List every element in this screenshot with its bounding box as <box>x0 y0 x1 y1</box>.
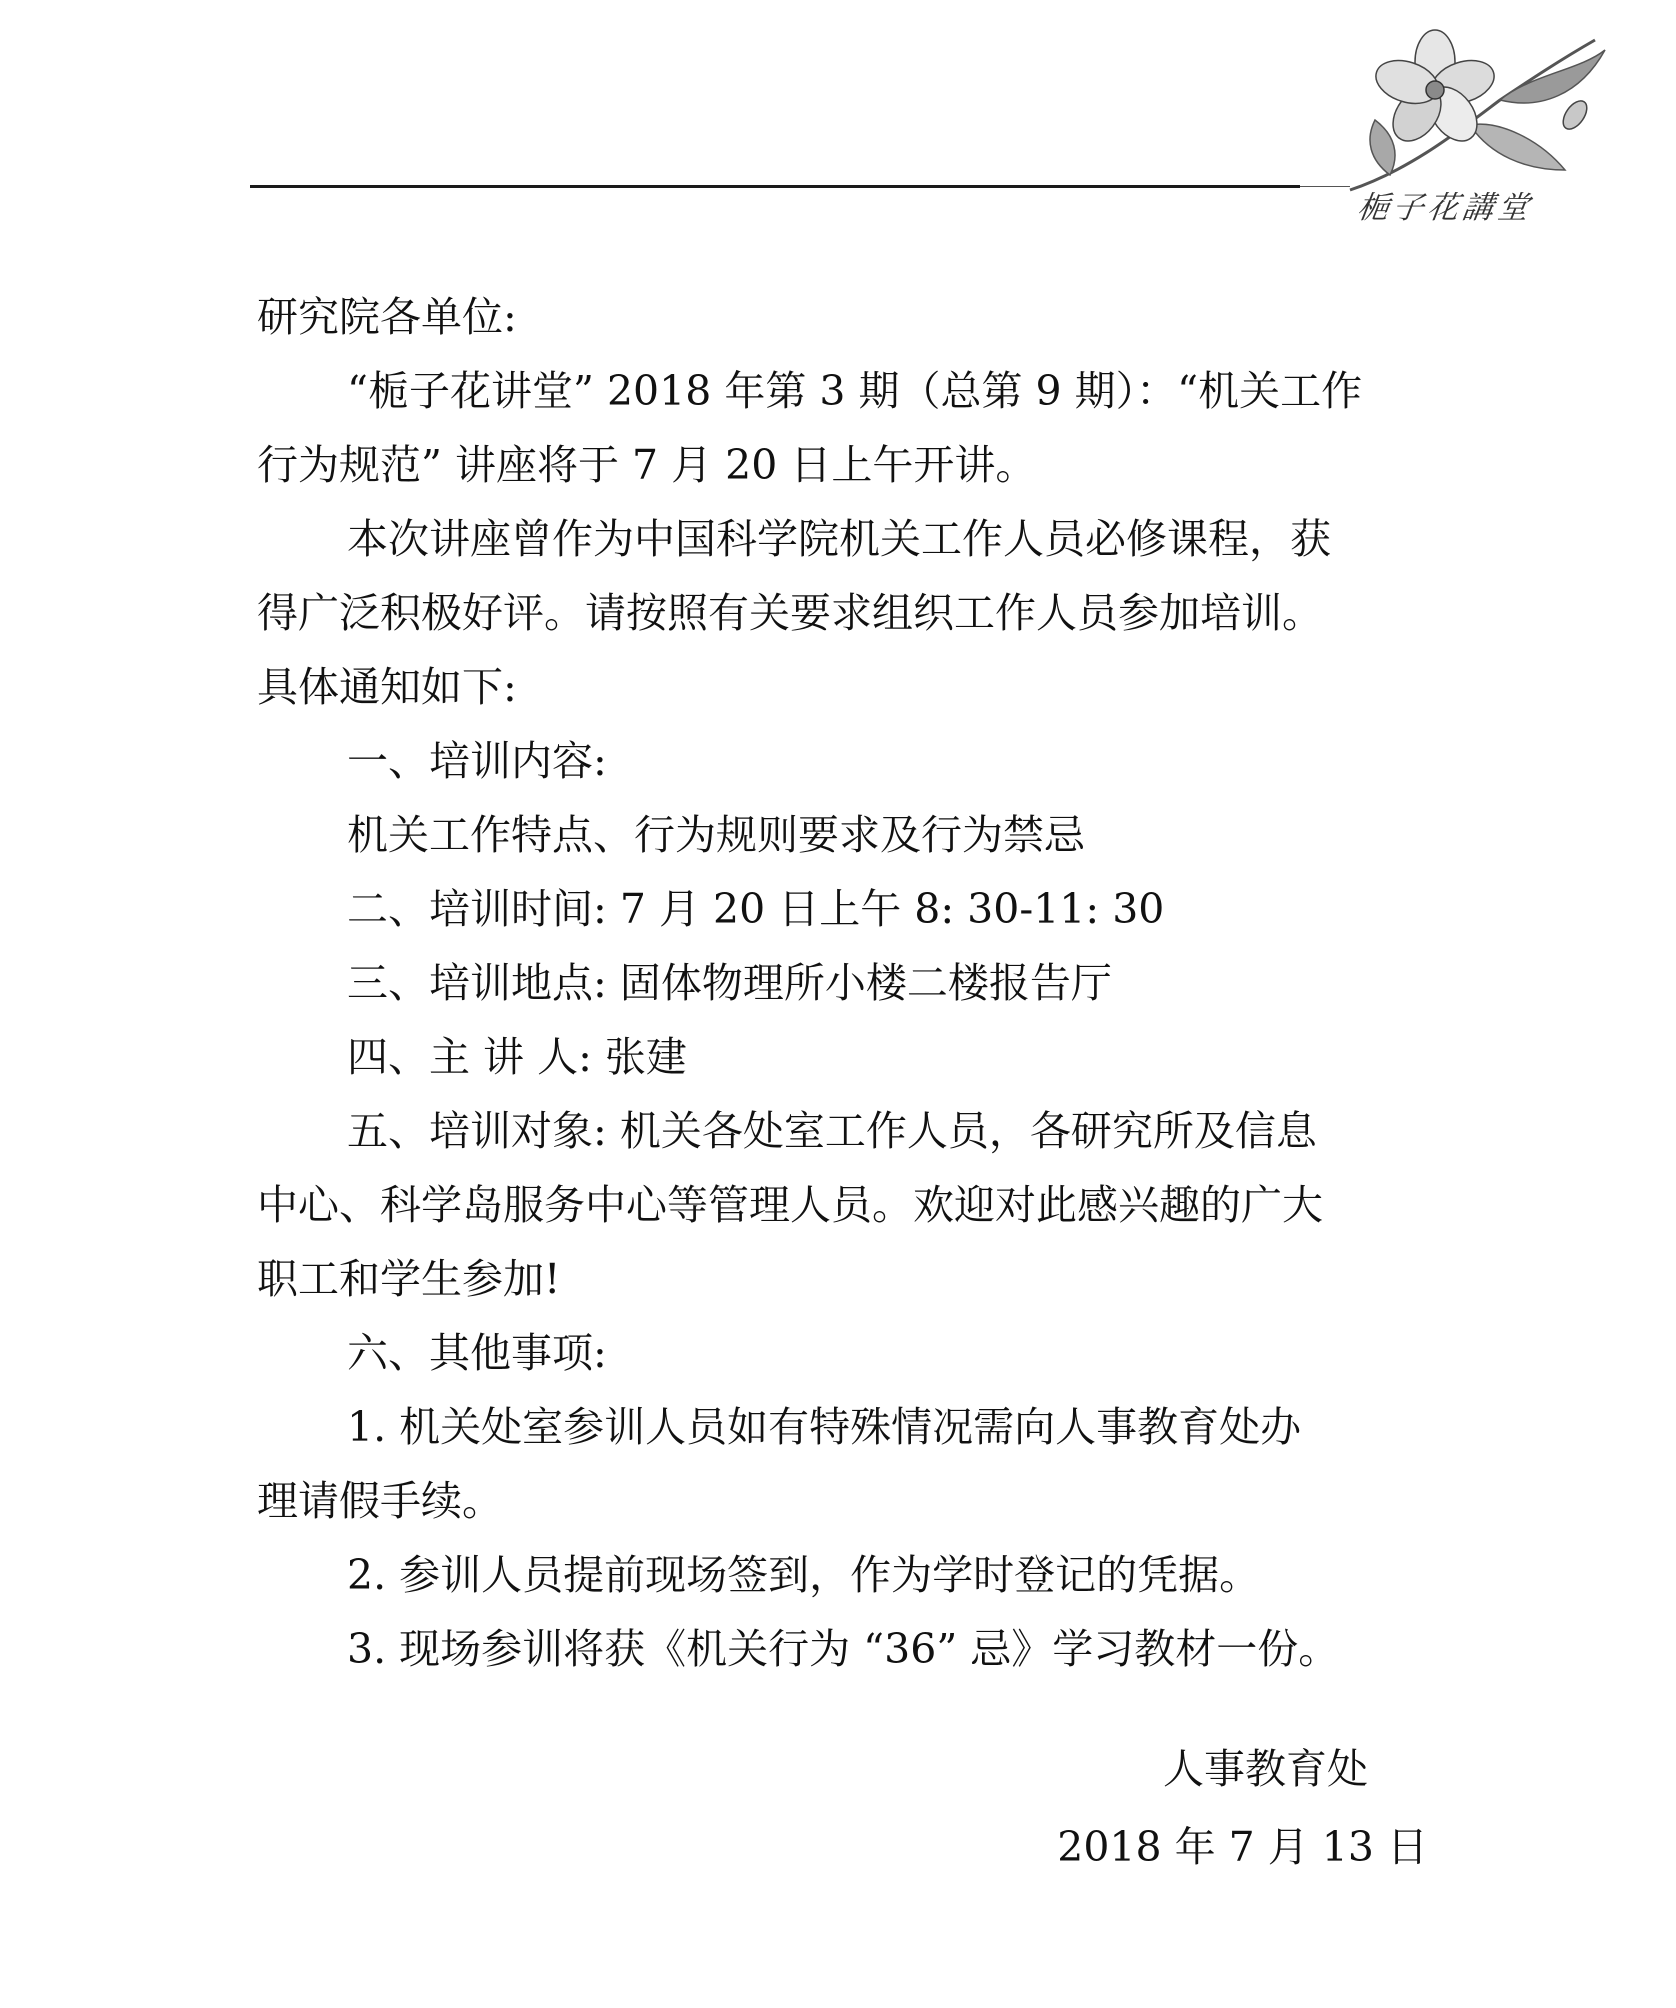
signature-block <box>1028 1730 1428 1886</box>
item-1-line-1: 1. 机关处室参训人员如有特殊情况需向人事教育处办 <box>347 1403 1302 1451</box>
section-5-line-1: 五、培训对象: 机关各处室工作人员，各研究所及信息 <box>347 1107 1317 1155</box>
header-rule <box>250 185 1300 188</box>
section-6-title: 六、其他事项: <box>347 1329 607 1377</box>
paragraph-1-line-1: “栀子花讲堂” 2018 年第 3 期（总第 9 期）：“机关工作 <box>347 367 1363 415</box>
item-3: 3. 现场参训将获《机关行为 “36” 忌》学习教材一份。 <box>347 1625 1340 1673</box>
salutation: 研究院各单位: <box>257 293 517 341</box>
signature-org: 人事教育处 <box>1163 1745 1368 1793</box>
item-2: 2. 参训人员提前现场签到，作为学时登记的凭据。 <box>347 1551 1261 1599</box>
section-5-line-2: 中心、科学岛服务中心等管理人员。欢迎对此感兴趣的广大 <box>257 1181 1323 1229</box>
section-3-location: 三、培训地点: 固体物理所小楼二楼报告厅 <box>347 959 1112 1007</box>
paragraph-1-line-2: 行为规范” 讲座将于 7 月 20 日上午开讲。 <box>257 441 1037 489</box>
section-4-speaker: 四、主 讲 人: 张建 <box>347 1033 687 1081</box>
paragraph-2-line-3: 具体通知如下: <box>257 663 517 711</box>
logo-text: 梔子花講堂 <box>1354 190 1536 226</box>
signature-date: 2018 年 7 月 13 日 <box>1057 1823 1428 1871</box>
paragraph-2-line-2: 得广泛积极好评。请按照有关要求组织工作人员参加培训。 <box>257 589 1323 637</box>
header-logo <box>1330 20 1630 226</box>
paragraph-2-line-1: 本次讲座曾作为中国科学院机关工作人员必修课程，获 <box>347 515 1331 563</box>
notice-body <box>257 280 1427 1686</box>
section-1-body: 机关工作特点、行为规则要求及行为禁忌 <box>347 811 1085 859</box>
header-rule-extension <box>1300 186 1350 187</box>
section-5-line-3: 职工和学生参加! <box>257 1255 561 1303</box>
section-2-time: 二、培训时间: 7 月 20 日上午 8: 30-11: 30 <box>347 885 1165 933</box>
section-1-title: 一、培训内容: <box>347 737 607 785</box>
item-1-line-2: 理请假手续。 <box>257 1477 503 1525</box>
